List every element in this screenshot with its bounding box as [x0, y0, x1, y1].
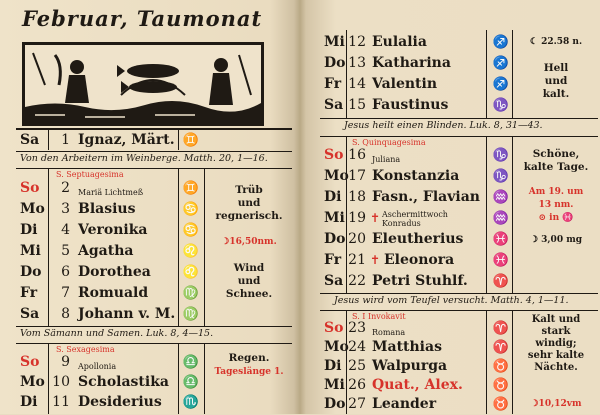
page-title: Februar, Taumonat — [22, 6, 263, 31]
day-number: 25 — [348, 358, 366, 374]
row-feb-26 — [324, 375, 594, 396]
column-rule — [486, 136, 487, 294]
row-feb-11 — [20, 392, 290, 413]
day-number: 14 — [348, 76, 366, 92]
weekday: Sa — [324, 97, 344, 113]
row-feb-21 — [324, 250, 594, 271]
weather-line: kalte Tage. — [523, 161, 589, 173]
weather-line: und — [237, 275, 261, 287]
taurus-icon: ♉ — [492, 397, 510, 412]
saint-name: Katharina — [372, 55, 451, 71]
saint-name: Eleonora — [384, 252, 455, 268]
saint-name: Quat., Alex. — [372, 377, 463, 393]
weekday: Fr — [324, 76, 342, 92]
day-length: Tageslänge 1. — [214, 367, 284, 377]
divider — [16, 151, 292, 152]
weather-note — [516, 62, 596, 101]
day-number: 16 — [348, 147, 366, 163]
column-rule — [346, 136, 347, 294]
capricorn-icon: ♑ — [492, 169, 510, 184]
sun-entry-line: Am 19. um — [528, 187, 584, 197]
libra-icon: ♎ — [182, 375, 200, 390]
moon-phase: ☽16,50nm. — [221, 237, 277, 247]
column-rule — [178, 168, 179, 326]
weekday: Do — [20, 264, 42, 280]
day-number: 20 — [348, 231, 366, 247]
weekday: Fr — [20, 285, 38, 301]
weekday: Mi — [324, 34, 345, 50]
cancer-icon: ♋ — [182, 223, 200, 238]
day-number: 3 — [61, 201, 70, 217]
weekday: Mo — [20, 201, 45, 217]
day-number: 8 — [61, 306, 70, 322]
day-number: 7 — [61, 285, 70, 301]
sun-entry-line: ⊙ in ♓ — [538, 213, 574, 223]
saint-name: Eleutherius — [372, 231, 464, 247]
column-rule — [204, 168, 205, 326]
sun-entry-line: 13 nm. — [538, 200, 574, 210]
sunday-label: S. I Invokavit — [352, 312, 406, 321]
gemini-icon: ♊ — [182, 181, 200, 196]
row-feb-8 — [20, 304, 290, 325]
weekday: Mi — [324, 210, 345, 226]
aquarius-icon: ♒ — [492, 190, 510, 205]
weekday: Di — [20, 394, 38, 410]
day-number: 9 — [61, 354, 70, 370]
saint-name: Juliana — [372, 155, 401, 164]
weather-line: Schnee. — [225, 288, 273, 300]
day-number: 6 — [61, 264, 70, 280]
feast-name: Mariä Lichtmeß — [78, 188, 144, 197]
fasting-cross-icon: ✝ — [370, 253, 381, 267]
sunday-label: S. Sexagesima — [56, 345, 115, 354]
weekday: Sa — [20, 132, 40, 148]
saint-name: Apollonia — [78, 362, 117, 371]
gospel-verse: Von den Arbeitern im Weinberge. Matth. 20, 1—16. — [20, 153, 268, 164]
saint-name: Johann v. M. — [78, 306, 176, 322]
weekday: Di — [324, 358, 342, 374]
saint-name: Leander — [372, 396, 437, 412]
day-number: 19 — [348, 210, 366, 226]
feast-name: Aschermittwoch Konradus — [382, 210, 448, 228]
day-number: 5 — [61, 243, 70, 259]
weather-line: und — [544, 75, 568, 87]
sagittarius-icon: ♐ — [492, 56, 510, 71]
cancer-icon: ♋ — [182, 202, 200, 217]
weather-line: Kalt und — [531, 314, 581, 325]
sagittarius-icon: ♐ — [492, 35, 510, 50]
weekday: Mo — [324, 168, 349, 184]
left-page — [0, 0, 296, 414]
saint-name: Petri Stuhlf. — [372, 273, 468, 289]
weekday: Fr — [324, 252, 342, 268]
moon-phase: ☾ 22.58 n. — [529, 37, 583, 47]
gemini-icon: ♊ — [182, 133, 200, 148]
saint-name: Walpurga — [372, 358, 448, 374]
saint-name: Blasius — [78, 201, 136, 217]
capricorn-icon: ♑ — [492, 148, 510, 163]
saint-name: Matthias — [372, 339, 442, 355]
moon-phase: ☽10,12vm — [530, 399, 582, 409]
weather-note — [516, 314, 596, 374]
weather-line: regnerisch. — [215, 210, 283, 222]
weekday: Mi — [324, 377, 345, 393]
weather-line: und — [237, 197, 261, 209]
day-number: 10 — [52, 374, 70, 390]
divider — [320, 310, 598, 311]
gospel-verse: Vom Sämann und Samen. Luk. 8, 4—15. — [20, 328, 214, 339]
day-number: 24 — [348, 339, 366, 355]
taurus-icon: ♉ — [492, 359, 510, 374]
day-number: 2 — [61, 180, 70, 196]
pisces-icon: ♓ — [492, 232, 510, 247]
column-rule — [178, 128, 179, 150]
saint-name: Romana — [372, 328, 406, 337]
weekday: So — [324, 320, 344, 336]
day-number: 26 — [348, 377, 366, 393]
fasting-cross-icon: ✝ — [370, 211, 381, 225]
day-number: 27 — [348, 396, 366, 412]
sunday-label: S. Quinquagesima — [352, 138, 426, 147]
day-number: 18 — [348, 189, 366, 205]
column-rule — [48, 168, 49, 326]
column-rule — [486, 30, 487, 118]
aquarius-icon: ♒ — [492, 211, 510, 226]
woodcut-fishermen-icon — [25, 45, 261, 123]
weather-line: Schöne, — [532, 148, 580, 160]
aries-icon: ♈ — [492, 274, 510, 289]
woodcut-illustration — [22, 42, 264, 126]
saint-name: Veronika — [78, 222, 148, 238]
day-number: 22 — [348, 273, 366, 289]
saint-name: Scholastika — [78, 374, 169, 390]
weather-note: Regen. — [228, 352, 270, 364]
column-rule — [512, 310, 513, 414]
weekday: So — [324, 147, 344, 163]
divider — [16, 326, 292, 327]
capricorn-icon: ♑ — [492, 98, 510, 113]
saint-name: Eulalia — [372, 34, 427, 50]
divider — [16, 343, 292, 344]
day-number: 1 — [61, 132, 70, 148]
pisces-icon: ♓ — [492, 253, 510, 268]
saint-name: Faustinus — [372, 97, 449, 113]
weekday: Di — [20, 222, 38, 238]
weather-line: Wind — [233, 262, 265, 274]
saint-name: Desiderius — [78, 394, 162, 410]
weather-line: Hell — [543, 62, 569, 74]
row-feb-22 — [324, 271, 594, 292]
day-number: 4 — [61, 222, 70, 238]
weekday: Di — [324, 189, 342, 205]
saint-name: Agatha — [78, 243, 134, 259]
sunday-label: S. Septuagesima — [56, 170, 124, 179]
weekday: Do — [324, 55, 346, 71]
saint-name: Konstanzia — [372, 168, 460, 184]
weekday: Do — [324, 231, 346, 247]
weekday: Sa — [20, 306, 40, 322]
sun-entry-note — [516, 186, 596, 225]
saint-name: Fasn., Flavian — [372, 189, 480, 205]
divider — [320, 118, 598, 119]
weather-line: sehr kalte — [527, 350, 585, 361]
moon-phase: ☽ 3,00 mg — [529, 235, 583, 245]
day-number: 23 — [348, 320, 366, 336]
column-rule — [512, 30, 513, 118]
column-rule — [512, 136, 513, 294]
weather-line: windig; — [535, 338, 577, 349]
gospel-verse: Jesus heilt einen Blinden. Luk. 8, 31—43. — [344, 120, 543, 131]
libra-icon: ♎ — [182, 355, 200, 370]
weather-note — [208, 184, 290, 223]
weekday: So — [20, 180, 40, 196]
column-rule — [486, 310, 487, 414]
column-rule — [346, 310, 347, 414]
day-number: 15 — [348, 97, 366, 113]
column-rule — [204, 343, 205, 414]
weekday: Mo — [20, 374, 45, 390]
aries-icon: ♈ — [492, 340, 510, 355]
column-rule — [48, 128, 49, 150]
saint-name: Ignaz, Märt. — [78, 132, 175, 148]
aries-icon: ♈ — [492, 321, 510, 336]
column-rule — [346, 30, 347, 118]
weekday: So — [20, 354, 40, 370]
weather-line: Trüb — [235, 184, 263, 196]
weekday: Mi — [20, 243, 41, 259]
right-page — [304, 0, 600, 414]
weather-line: kalt. — [542, 88, 570, 100]
scorpio-icon: ♏ — [182, 395, 200, 410]
weather-line: stark — [541, 326, 571, 337]
sagittarius-icon: ♐ — [492, 77, 510, 92]
gospel-verse: Jesus wird vom Teufel versucht. Matth. 4, 1—11. — [334, 295, 569, 306]
divider — [16, 168, 292, 169]
saint-name: Dorothea — [78, 264, 151, 280]
weather-note — [516, 148, 596, 174]
saint-name: Valentin — [372, 76, 438, 92]
virgo-icon: ♍ — [182, 286, 200, 301]
day-number: 17 — [348, 168, 366, 184]
day-number: 21 — [348, 252, 366, 268]
saint-name: Romuald — [78, 285, 149, 301]
day-number: 13 — [348, 55, 366, 71]
day-number: 11 — [52, 394, 70, 410]
weather-note — [208, 262, 290, 301]
divider — [320, 136, 598, 137]
weekday: Mo — [324, 339, 349, 355]
column-rule — [48, 343, 49, 414]
row-feb-1 — [20, 130, 290, 151]
weekday: Sa — [324, 273, 344, 289]
divider — [320, 293, 598, 294]
leo-icon: ♌ — [182, 244, 200, 259]
leo-icon: ♌ — [182, 265, 200, 280]
weekday: Do — [324, 396, 346, 412]
weather-line: Nächte. — [534, 362, 578, 373]
virgo-icon: ♍ — [182, 307, 200, 322]
taurus-icon: ♉ — [492, 378, 510, 393]
day-number: 12 — [348, 34, 366, 50]
column-rule — [178, 343, 179, 414]
